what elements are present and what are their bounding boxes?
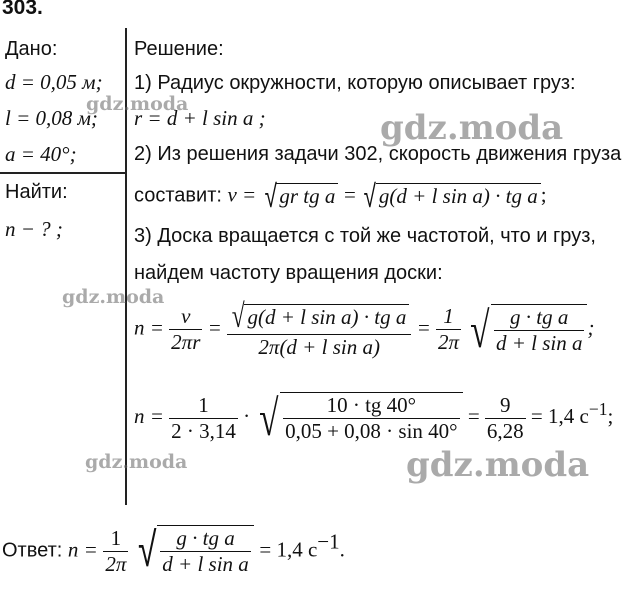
problem-number-dot: . xyxy=(37,0,43,19)
velocity-lhs: v = xyxy=(227,182,257,207)
answer-period: . xyxy=(339,537,345,562)
fraction-v-over-2pir xyxy=(169,304,202,355)
semicolon: ; xyxy=(587,315,595,340)
velocity-sqrt-2: g(d + l sin a) · tg a xyxy=(376,183,541,209)
watermark: gdz.moda xyxy=(62,286,165,308)
solution-step2: 2) Из решения задачи 302, скорость движения груза xyxy=(134,143,622,165)
equals-sign: = xyxy=(207,315,222,340)
inner-fraction xyxy=(283,393,460,444)
given-header: Дано: xyxy=(5,38,58,60)
fraction-numerator: v xyxy=(169,304,202,330)
answer-sqrt-fraction xyxy=(157,525,254,577)
sqrt-fraction xyxy=(280,392,463,444)
watermark: gdz.moda xyxy=(406,445,590,485)
fraction-denominator: d + l sin a xyxy=(162,552,249,576)
solution-header: Решение: xyxy=(134,38,224,60)
problem-number-text: 303 xyxy=(2,0,38,19)
solution-step1: 1) Радиус окружности, которую описывает груз: xyxy=(134,72,576,94)
answer-fraction-1-over-2pi xyxy=(103,526,128,577)
solution-step3: 3) Доска вращается с той же частотой, что и груз, xyxy=(134,225,596,247)
inner-fraction xyxy=(494,305,585,356)
n-lhs: n = xyxy=(134,403,164,428)
find-header: Найти: xyxy=(5,181,68,203)
fraction-1-over-2pi xyxy=(436,304,461,355)
semicolon: ; xyxy=(540,182,547,207)
result-exponent: −1 xyxy=(588,398,608,419)
frequency-formula xyxy=(134,300,594,360)
fraction-denominator: 2π xyxy=(105,551,127,576)
fraction-1-over-2-314 xyxy=(169,393,238,444)
sqrt-sign: √ xyxy=(470,301,490,358)
given-a: a = 40°; xyxy=(5,142,77,166)
fraction-numerator: g · tg a xyxy=(494,305,585,331)
sqrt-fraction xyxy=(491,304,588,356)
sqrt-sign: √ xyxy=(363,178,377,214)
velocity-line xyxy=(134,180,547,212)
equals-sign: = xyxy=(343,182,356,207)
fraction-numerator: 1 xyxy=(169,393,238,419)
fraction-denominator: 2 · 3,14 xyxy=(171,418,236,443)
table-horizontal-divider xyxy=(0,172,126,174)
sqrt-sign: √ xyxy=(137,524,157,577)
step2-continuation: составит: xyxy=(134,184,222,207)
answer-result: = 1,4 с xyxy=(259,537,318,562)
radius-formula: r = d + l sin a ; xyxy=(134,106,266,130)
fraction-numerator: 1 xyxy=(436,304,461,330)
numeric-formula xyxy=(134,389,614,446)
fraction-numerator xyxy=(227,300,411,335)
watermark: gdz.moda xyxy=(85,451,188,473)
fraction-denominator: 2πr xyxy=(171,330,201,355)
fraction-denominator: 2π xyxy=(438,330,460,355)
sqrt-sign: √ xyxy=(264,178,277,214)
fraction-denominator: d + l sin a xyxy=(495,330,583,355)
fraction-denominator: 6,28 xyxy=(486,418,524,443)
fraction-numerator: g · tg a xyxy=(160,526,251,552)
velocity-sqrt-1: gr tg a xyxy=(276,183,338,209)
watermark: gdz.moda xyxy=(86,93,189,115)
semicolon: ; xyxy=(607,403,614,428)
result-value: = 1,4 с xyxy=(530,403,589,428)
fraction-denominator: 2π(d + l sin a) xyxy=(258,334,380,359)
fraction-numerator: 9 xyxy=(485,393,526,419)
fraction-numerator: 10 · tg 40° xyxy=(283,393,460,419)
equals-sign: = xyxy=(467,403,480,428)
given-l: l = 0,08 м; xyxy=(5,106,98,130)
answer-lhs: n = xyxy=(67,537,98,562)
find-n: n − ? ; xyxy=(5,217,63,241)
fraction-denominator: 0,05 + 0,08 · sin 40° xyxy=(285,419,458,443)
fraction-numerator: 1 xyxy=(103,526,128,552)
inner-fraction xyxy=(160,526,251,577)
n-lhs: n = xyxy=(134,315,164,340)
fraction-9-over-628 xyxy=(485,393,526,444)
solution-step3-cont: найдем частоту вращения доски: xyxy=(134,262,443,284)
sqrt-sign: √ xyxy=(231,298,245,335)
multiply-dot: · xyxy=(243,403,251,428)
watermark: gdz.moda xyxy=(380,108,564,148)
sqrt-sign: √ xyxy=(259,389,279,446)
answer-line xyxy=(2,525,345,577)
fraction-sqrt-over-2pi xyxy=(227,300,411,360)
problem-number xyxy=(2,0,43,20)
equals-sign: = xyxy=(416,315,431,340)
given-d: d = 0,05 м; xyxy=(5,70,103,94)
answer-label: Ответ: xyxy=(2,539,63,562)
sqrt-content: g(d + l sin a) · tg a xyxy=(244,304,409,330)
answer-exponent: −1 xyxy=(317,529,340,554)
